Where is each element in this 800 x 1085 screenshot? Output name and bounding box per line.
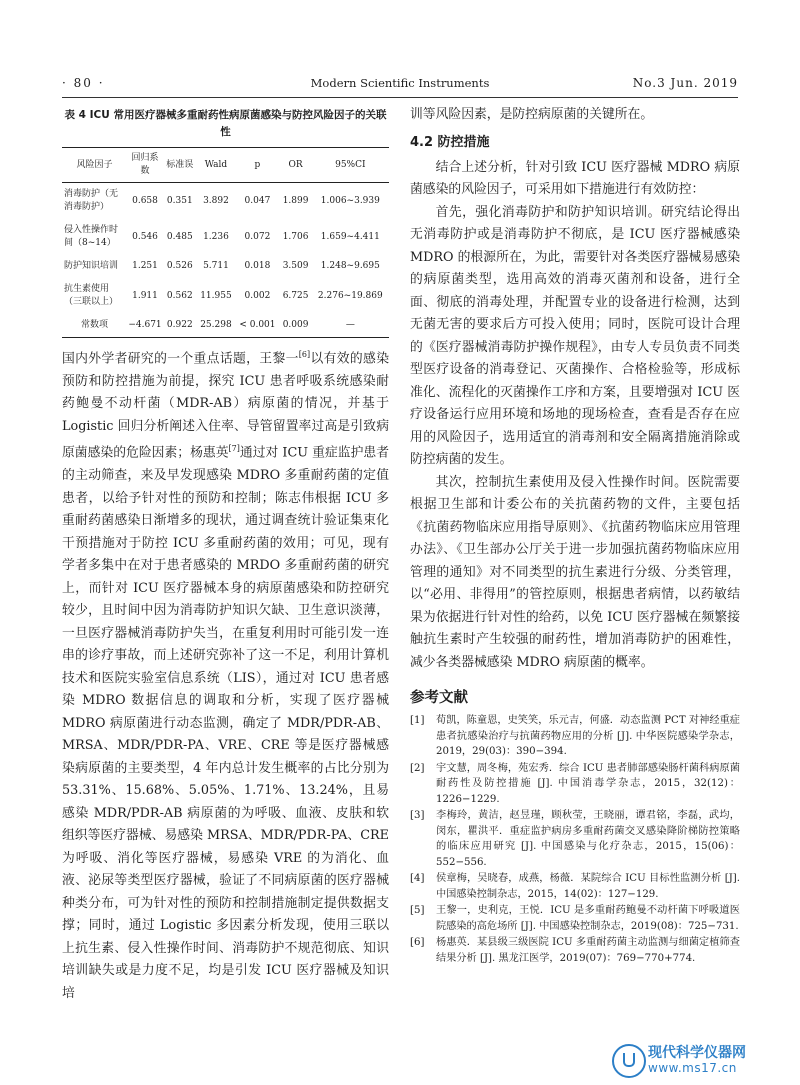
journal-title: Modern Scientific Instruments [310, 76, 490, 90]
table-cell: 侵入性操作时间（8~14） [64, 225, 119, 248]
table-cell: 0.047 [244, 195, 271, 206]
reference-item [410, 808, 740, 870]
reference-text: 李梅玲，黄洁，赵昱瑾，顾秋莹，王晓丽，谭君铭，李磊，武均，闵东，瞿洪平．重症监护病房多重耐药菌交叉感染降阶梯防控策略的临床应用研究 [J]. 中国感染与化疗杂志，2015，15(06)：552−556. [436, 810, 740, 868]
table-cell: 1.006~3.939 [320, 195, 380, 206]
reference-item [410, 761, 740, 808]
reference-text: 宇文慧，周冬梅，苑宏秀．综合 ICU 患者肺部感染肠杆菌科病原菌耐药性及防控措施 [J]. 中国消毒学杂志，2015，32(12)：1226−1229. [436, 762, 740, 805]
table-caption: 表 4 ICU 常用医疗器械多重耐药性病原菌感染与防控风险因子的关联性 [64, 109, 387, 138]
table-cell: 常数项 [62, 314, 127, 338]
text-run: 通过对 ICU 重症监护患者的主动筛查，来及早发现感染 MDRO 多重耐药菌的定值患者，以给予针对性的预防和控制；陈志伟根据 ICU 多重耐药菌感染日渐增多的现状，通过调查统计验证集束化干预措施对于防控 ICU 多重耐药菌的效用；可见，现有学者多集中在对于患者感染的 MRDO 多重耐药菌的研究上，而针对 ICU 医疗器械本身的病原菌感染和防控研究较少，且时间中因为消毒防护知识欠缺、卫生意识淡薄，一旦医疗器械消毒防护失当，在重复利用时可能引发一连串的诊疗事故，而上述研究弥补了这一不足，利用计算机技术和医院实验室信息系统（LIS），通过对 ICU 患者感染 MDRO 数据信息的调取和分析，实现了医疗器械 MDRO 病原菌进行动态监测，确定了 MDR/PDR-AB、MRSA、MDR/PDR-PA、VRE、CRE 等是医疗器械感染病原菌的主要类型，4 年内总计发生概率的占比分别为 53.31%、15.68%、5.05%、1.71%、13.24%，且易感染 MDR/PDR-AB 病原菌的为呼吸、血液、皮肤和软组织等医疗器械、易感染 MRSA、MDR/PDR-PA、CRE 为呼吸、消化等医疗器械，易感染 VRE 的为消化、血液、泌尿等类型医疗器械，验证了不同病原菌的医疗器械种类分布，可为针对性的预防和控制措施制定提供数据支撑；同时，通过 Logistic 多因素分析发现，使用三联以上抗生素、侵入性操作时间、消毒防护不规范彻底、知识培训缺失或是力度不足，均是引发 ICU 医疗器械及知识培 [62, 445, 389, 1001]
reference-text: 侯章梅，吴晓春，成燕，杨薇．某院综合 ICU 目标性监测分析 [J]. 中国感染控制杂志，2015，14(02)：127−129. [436, 873, 740, 900]
left-body-paragraph [62, 344, 389, 1005]
text-run: 以有效的感染预防和防控措施为前提，探究 ICU 患者呼吸系统感染耐药鲍曼不动杆菌（MDR-AB）病原菌的情况，并基于 Logistic 回归分析阐述入住率、导管留置率过高是引致病原菌感染的危险因素；杨惠英 [62, 351, 390, 461]
table-cell: 11.955 [200, 290, 232, 301]
table-cell: 1.911 [132, 290, 158, 301]
table-cell: 0.546 [132, 231, 158, 242]
table-cell: 1.236 [203, 231, 229, 242]
table-header-row [62, 148, 389, 183]
table-cell: 0.658 [132, 195, 158, 206]
continued-paragraph: 训等风险因素，是防控病原菌的关键所在。 [410, 107, 654, 122]
col-header: Wald [197, 148, 236, 183]
table-cell: 0.562 [166, 290, 193, 301]
reference-number: [6] [410, 937, 425, 948]
references-heading: 参考文献 [410, 690, 468, 706]
table-row [62, 255, 389, 278]
table-cell: 2.276~19.869 [317, 290, 383, 301]
reference-number: [4] [410, 873, 425, 884]
watermark-url: www.ms17.cn [648, 1061, 737, 1075]
col-header: 95%CI [312, 148, 389, 183]
reference-text: 王黎一，史利克，王悦．ICU 是多重耐药鲍曼不动杆菌下呼吸道医院感染的高危场所 [J]. 中国感染控制杂志，2019(08)：725−731. [436, 905, 740, 932]
table-cell: 0.009 [280, 314, 312, 338]
reference-text: 荀凯，陈童恩，史笑笑，乐元吉，何盛．动态监测 PCT 对神经重症患者抗感染治疗与抗菌药物应用的分析 [J]. 中华医院感染学杂志，2019，29(03)：390−394. [436, 715, 740, 757]
table-cell: 0.922 [163, 314, 197, 338]
reference-number: [1] [410, 715, 425, 726]
page-header [62, 76, 738, 96]
text-run: 国内外学者研究的一个重点话题，王黎一 [62, 351, 299, 367]
reference-item [410, 713, 740, 760]
flask-logo-icon [612, 1044, 646, 1078]
reference-number: [2] [410, 762, 425, 774]
table-cell: 防护知识培训 [64, 261, 119, 271]
reference-item [410, 871, 740, 902]
table-cell: 3.509 [282, 261, 309, 271]
table-cell: — [312, 314, 389, 338]
table-row [62, 219, 389, 255]
reference-number: [3] [410, 810, 425, 821]
table-cell: 6.725 [282, 290, 309, 301]
table-cell: 1.706 [282, 231, 309, 242]
col-header: OR [280, 148, 312, 183]
right-column [410, 104, 740, 967]
reference-item [410, 935, 740, 966]
journal-issue: No.3 Jun. 2019 [632, 76, 738, 90]
watermark-title: 现代科学仪器网 [648, 1045, 746, 1061]
table-cell: 消毒防护（无消毒防护） [64, 189, 119, 212]
table-row [62, 183, 389, 220]
reference-item [410, 903, 740, 934]
table-cell: 抗生素使用（三联以上） [64, 284, 119, 307]
site-watermark [612, 1040, 792, 1080]
left-column [62, 104, 389, 1005]
col-header: 回归系数 [127, 148, 163, 183]
table-cell: 0.526 [166, 261, 193, 271]
table-cell: 1.659~4.411 [320, 231, 380, 242]
table-cell: 5.711 [203, 261, 229, 271]
body-paragraph: 结合上述分析，针对引致 ICU 医疗器械 MDRO 病原菌感染的风险因子，可采用如下措施进行有效防控： [410, 159, 740, 197]
col-header: 风险因子 [62, 148, 127, 183]
col-header: p [235, 148, 279, 183]
table-cell: 1.899 [282, 195, 309, 206]
reference-number: [5] [410, 905, 425, 916]
table-row [62, 314, 389, 338]
table-cell: 0.485 [166, 231, 193, 242]
header-rule [62, 97, 738, 98]
table-cell: 3.892 [203, 195, 229, 206]
table-cell: 1.251 [132, 261, 158, 271]
body-paragraph: 其次，控制抗生素使用及侵入性操作时间。医院需要根据卫生部和计委公布的关抗菌药物的文件，主要包括《抗菌药物临床应用指导原则》、《抗菌药物临床应用管理办法》、《卫生部办公厅关于进一步加强抗菌药物临床应用管理的通知》对不同类型的抗生素进行分级、分类管理，以“必用、非得用”的管控原则，根据患者病情，以药敏结果为依据进行针对性的给药，以免 ICU 医疗器械在频繁接触抗生素时产生较强的耐药性，增加消毒防护的困难性，减少各类器械感染 MDRO 病原菌的概率。 [410, 474, 740, 670]
table-cell: < 0.001 [235, 314, 279, 338]
citation-ref: [7] [228, 444, 240, 454]
table-cell: 0.072 [244, 231, 271, 242]
citation-ref: [6] [298, 350, 311, 359]
table-cell: 0.002 [244, 290, 271, 301]
table-cell: −4.671 [127, 314, 163, 338]
table-cell: 0.351 [166, 195, 193, 206]
table-cell: 1.248~9.695 [320, 261, 380, 271]
reference-list [410, 713, 740, 966]
page-number: · 80 · [62, 76, 105, 90]
table-cell: 25.298 [197, 314, 236, 338]
body-paragraph: 首先，强化消毒防护和防护知识培训。研究结论得出无消毒防护或是消毒防护不彻底，是 ICU 医疗器械感染 MDRO 的根源所在，为此，需要针对各类医疗器械易感染的病原菌类型，选用高效的消毒灭菌剂和设备，进行全面、彻底的消毒处理，并配置专业的设备进行检测，达到无菌无害的要求后方可投入使用；同时，医院可设计合理的《医疗器械消毒防护操作规程》，由专人专员负责不同类型医疗设备的消毒登记、灭菌操作、合格检验等，形成标准化、流程化的灭菌操作工序和方案，且要增强对 ICU 医疗设备运行应用环境和场地的现场检查，查看是否存在应用的风险因子，选用适宜的消毒剂和安全隔离措施消除或防控病菌的发生。 [410, 204, 740, 467]
section-heading: 4.2 防控措施 [410, 134, 490, 150]
reference-text: 杨惠英．某县级三级医院 ICU 多重耐药菌主动监测与细菌定植筛查结果分析 [J]. 黑龙江医学，2019(07)：769−770+774. [436, 937, 740, 964]
col-header: 标准误 [163, 148, 197, 183]
table-row [62, 278, 389, 314]
table-cell: 0.018 [244, 261, 271, 271]
risk-factor-table [62, 147, 389, 338]
